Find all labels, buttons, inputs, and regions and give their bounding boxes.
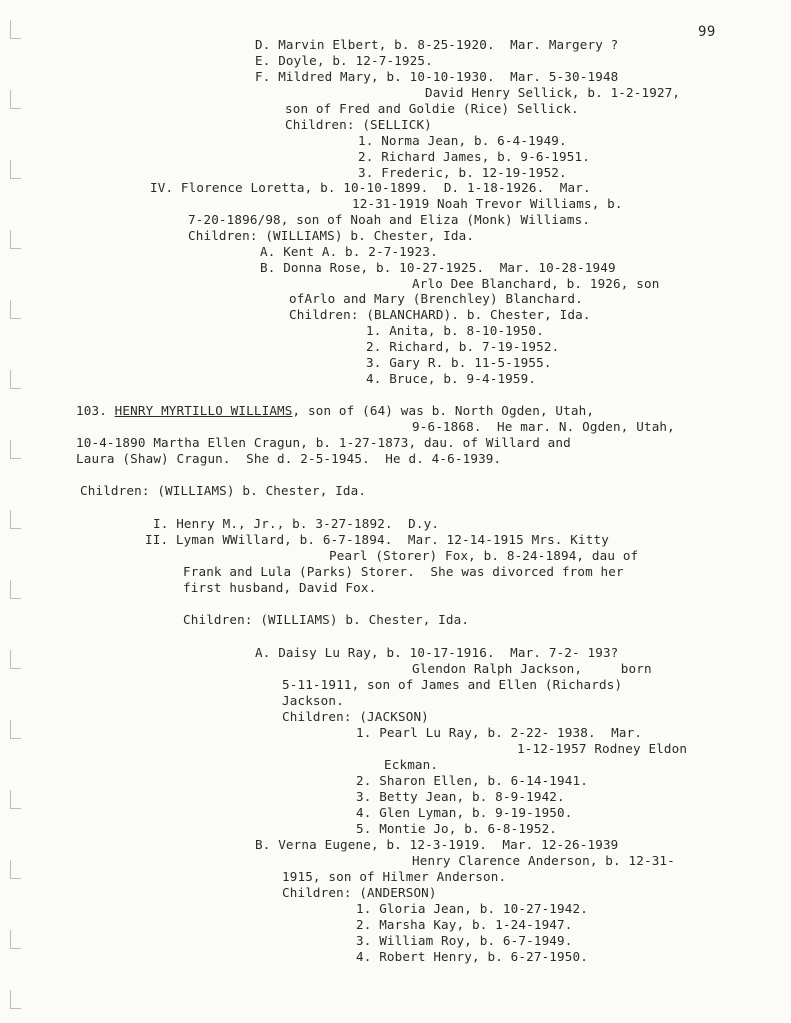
margin-tick [10, 20, 21, 39]
text-line: 5. Montie Jo, b. 6-8-1952. [356, 821, 558, 836]
margin-tick [10, 650, 21, 669]
text-line: 2. Richard James, b. 9-6-1951. [358, 149, 590, 164]
text-line: I. Henry M., Jr., b. 3-27-1892. D.y. [153, 516, 440, 531]
text-line: A. Kent A. b. 2-7-1923. [260, 244, 438, 259]
text-line: 5-11-1911, son of James and Ellen (Richards) [282, 677, 623, 692]
text-line: Frank and Lula (Parks) Storer. She was divorced from her [183, 564, 624, 579]
margin-tick [10, 860, 21, 879]
text-line: 2. Marsha Kay, b. 1-24-1947. [356, 917, 573, 932]
text-line: Children: (ANDERSON) [282, 885, 437, 900]
text-line: Jackson. [282, 693, 344, 708]
text-line: 2. Richard, b. 7-19-1952. [366, 339, 560, 354]
text-line: E. Doyle, b. 12-7-1925. [255, 53, 433, 68]
text-line: Children: (WILLIAMS) b. Chester, Ida. [183, 612, 470, 627]
margin-tick [10, 720, 21, 739]
text-line: 3. Betty Jean, b. 8-9-1942. [356, 789, 565, 804]
page-number: 99 [698, 24, 716, 40]
text-line: B. Donna Rose, b. 10-27-1925. Mar. 10-28-1949 [260, 260, 616, 275]
margin-tick [10, 790, 21, 809]
text-line: Glendon Ralph Jackson, born [412, 661, 652, 676]
text-line: 4. Robert Henry, b. 6-27-1950. [356, 949, 588, 964]
text-line: Pearl (Storer) Fox, b. 8-24-1894, dau of [329, 548, 639, 563]
margin-tick [10, 370, 21, 389]
text-line: D. Marvin Elbert, b. 8-25-1920. Mar. Margery ? [255, 37, 619, 52]
text-line: 3. Gary R. b. 11-5-1955. [366, 355, 552, 370]
text-line: 1. Anita, b. 8-10-1950. [366, 323, 544, 338]
text-line: David Henry Sellick, b. 1-2-1927, [425, 85, 681, 100]
text-line: B. Verna Eugene, b. 12-3-1919. Mar. 12-26-1939 [255, 837, 619, 852]
margin-tick [10, 510, 21, 529]
text-line: 7-20-1896/98, son of Noah and Eliza (Monk) Williams. [188, 212, 591, 227]
text-line: Children: (WILLIAMS) b. Chester, Ida. [188, 228, 475, 243]
margin-tick [10, 580, 21, 599]
margin-tick [10, 300, 21, 319]
text-line: Children: (WILLIAMS) b. Chester, Ida. [80, 483, 367, 498]
text-line: 4. Bruce, b. 9-4-1959. [366, 371, 537, 386]
text-line: Laura (Shaw) Cragun. She d. 2-5-1945. He d. 4-6-1939. [76, 451, 502, 466]
text-line: A. Daisy Lu Ray, b. 10-17-1916. Mar. 7-2- 193? [255, 645, 619, 660]
text-line: 2. Sharon Ellen, b. 6-14-1941. [356, 773, 588, 788]
text-line: 3. Frederic, b. 12-19-1952. [358, 165, 567, 180]
text-line: 1-12-1957 Rodney Eldon [517, 741, 688, 756]
text-line: ofArlo and Mary (Brenchley) Blanchard. [289, 291, 583, 306]
text-line: F. Mildred Mary, b. 10-10-1930. Mar. 5-30-1948 [255, 69, 619, 84]
margin-tick [10, 230, 21, 249]
left-margin-marks [10, 20, 24, 1010]
margin-tick [10, 440, 21, 459]
entry-103-heading [76, 404, 594, 418]
margin-tick [10, 930, 21, 949]
text-line: 1. Gloria Jean, b. 10-27-1942. [356, 901, 588, 916]
text-line: 4. Glen Lyman, b. 9-19-1950. [356, 805, 573, 820]
margin-tick [10, 90, 21, 109]
entry-number: 103. [76, 403, 115, 418]
text-line: Arlo Dee Blanchard, b. 1926, son [412, 276, 660, 291]
text-line: IV. Florence Loretta, b. 10-10-1899. D. 1-18-1926. Mar. [150, 180, 591, 195]
text-line: 10-4-1890 Martha Ellen Cragun, b. 1-27-1873, dau. of Willard and [76, 435, 571, 450]
person-name-underlined: HENRY MYRTILLO WILLIAMS [114, 403, 293, 418]
text-line: 9-6-1868. He mar. N. Ogden, Utah, [412, 419, 675, 434]
text-line: Children: (SELLICK) [285, 117, 432, 132]
margin-tick [10, 990, 21, 1009]
margin-tick [10, 160, 21, 179]
entry-heading-rest: , son of (64) was b. North Ogden, Utah, [292, 403, 595, 418]
text-line: Henry Clarence Anderson, b. 12-31- [412, 853, 675, 868]
text-line: 12-31-1919 Noah Trevor Williams, b. [352, 196, 623, 211]
text-line: son of Fred and Goldie (Rice) Sellick. [285, 101, 579, 116]
text-line: 1. Pearl Lu Ray, b. 2-22- 1938. Mar. [356, 725, 643, 740]
text-line: Children: (BLANCHARD). b. Chester, Ida. [289, 307, 591, 322]
text-line: II. Lyman WWillard, b. 6-7-1894. Mar. 12-14-1915 Mrs. Kitty [145, 532, 609, 547]
text-line: Children: (JACKSON) [282, 709, 429, 724]
text-line: 3. William Roy, b. 6-7-1949. [356, 933, 573, 948]
text-line: Eckman. [384, 757, 439, 772]
text-line: 1915, son of Hilmer Anderson. [282, 869, 507, 884]
text-line: 1. Norma Jean, b. 6-4-1949. [358, 133, 567, 148]
text-line: first husband, David Fox. [183, 580, 377, 595]
